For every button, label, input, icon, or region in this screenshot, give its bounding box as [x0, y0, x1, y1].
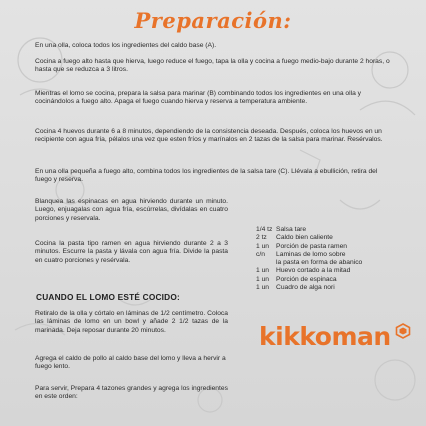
step-paragraph-1: En una olla, coloca todos los ingredientes del caldo base (A).	[35, 42, 217, 49]
ingredient-desc: Laminas de lomo sobre	[276, 250, 346, 258]
kikkoman-logo	[259, 322, 411, 352]
page-title: Preparación:	[134, 8, 292, 33]
section-heading: CUANDO EL LOMO ESTÉ COCIDO:	[36, 292, 180, 302]
ingredient-qty: 1/4 tz	[256, 226, 273, 233]
ingredient-qty: 1 un	[256, 284, 270, 292]
step-paragraph-6: Blanquea las espinacas en agua hirviendo durante un minuto. Luego, enjuagalas con agua fría, escúrrelas, divídalas en cuatro porciones y reservala.	[35, 198, 228, 222]
step-paragraph-9: Agrega el caldo de pollo al caldo base del lomo y lleva a hervir a fuego lento.	[35, 355, 226, 371]
serving-ingredients-list	[256, 226, 406, 292]
step-paragraph-5: En una olla pequeña a fuego alto, combina todos los ingredientes de la salsa tare (C). Llévala a ebullición, retira del fuego y reserva.	[35, 168, 378, 184]
ingredient-desc: Porción de espinaca	[276, 275, 337, 283]
ingredient-row	[256, 267, 406, 275]
ingredient-row	[256, 259, 406, 267]
ingredient-row	[256, 234, 406, 242]
logo-wordmark: kikkoman	[259, 322, 391, 351]
ingredient-desc: Caldo bien caliente	[276, 234, 333, 242]
ingredient-qty	[256, 259, 276, 267]
ingredient-qty: c/n	[256, 250, 265, 258]
step-paragraph-3: Mientras el lomo se cocina, prepara la salsa para marinar (B) combinando todos los ingredientes en una olla y cocinándolos a fuego alto. Apaga el fuego cuando hierva y reserva a temperatura ambiente.	[35, 90, 362, 106]
step-paragraph-7: Cocina la pasta tipo ramen en agua hirviendo durante 2 a 3 minutos. Escurre la pasta y lávala con agua fría. Divide la pasta en cuatro porciones y resérvala.	[35, 240, 228, 264]
ingredient-row	[256, 226, 406, 234]
ingredient-qty: 1 un	[256, 242, 270, 250]
ingredient-desc: Huevo cortado a la mitad	[276, 267, 351, 275]
ingredient-desc: la pasta en forma de abanico	[276, 259, 363, 267]
ingredient-desc: Porción de pasta ramen	[276, 242, 348, 250]
ingredient-desc: Cuadro de alga nori	[276, 284, 335, 292]
ingredient-row	[256, 251, 406, 259]
step-paragraph-10: Para servir, Prepara 4 tazones grandes y agrega los ingredientes en este orden:	[35, 385, 228, 401]
ingredient-qty: 1 un	[256, 275, 270, 283]
step-paragraph-2: Cocina a fuego alto hasta que hierva, luego reduce el fuego, tapa la olla y cocina a fuego medio-bajo durante 2 horas, o hasta que se reduzca a 3 litros.	[35, 58, 390, 74]
kikkoman-hexagon-icon	[395, 323, 411, 339]
ingredient-row	[256, 276, 406, 284]
step-paragraph-8: Retiralo de la olla y córtalo en láminas de 1/2 centímetro. Coloca las láminas de lomo en un bowl y añade 2 1/2 tazas de la marinada. Deja reposar durante 20 minutos.	[35, 310, 228, 334]
ingredient-row	[256, 243, 406, 251]
ingredient-qty: 1 un	[256, 267, 270, 275]
ingredient-row	[256, 284, 406, 292]
ingredient-qty: 2 tz	[256, 234, 267, 242]
ingredient-desc: Salsa tare	[276, 226, 307, 233]
step-paragraph-4: Cocina 4 huevos durante 6 a 8 minutos, dependiendo de la consistencia deseada. Después, coloca los huevos en un recipiente con agua fría, pélalos una vez que esten fríos y marínalos en 2 tazas de la salsa para marinar. Resérvalos.	[35, 128, 383, 144]
